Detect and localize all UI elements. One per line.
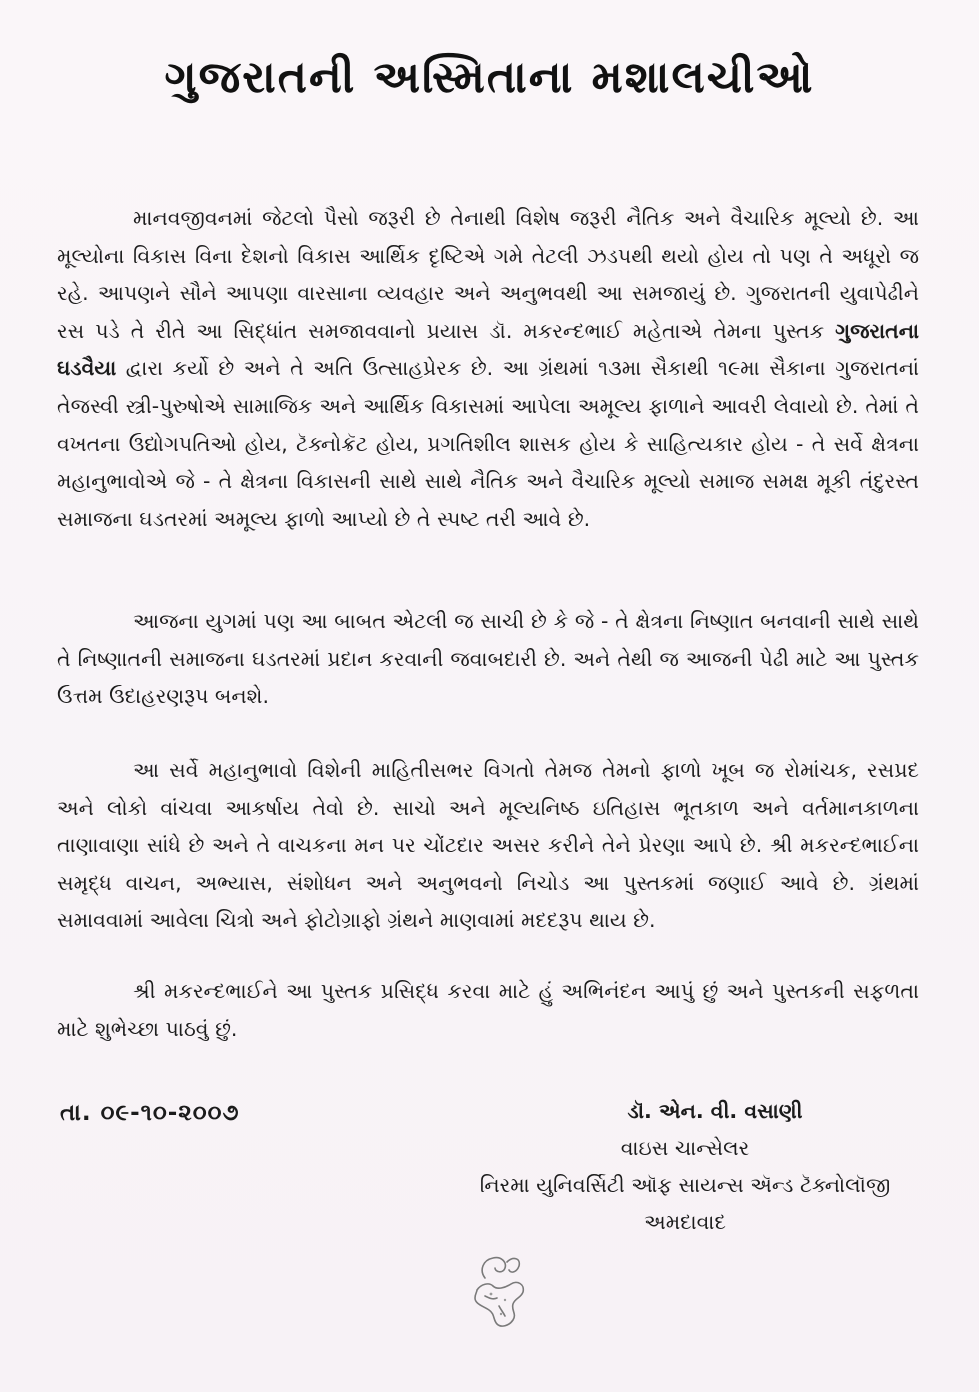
paragraph-4 <box>57 973 919 1048</box>
paragraph-4-text: શ્રી મકરન્દભાઈને આ પુસ્તક પ્રસિદ્ધ કરવા માટે હું અભિનંદન આપું છું અને પુસ્તકની સફળતા માટે શુભેચ્છા પાઠવું છું. <box>57 979 919 1041</box>
paragraph-3-text: આ સર્વે મહાનુભાવો વિશેની માહિતીસભર વિગતો તેમજ તેમનો ફાળો ખૂબ જ રોમાંચક, રસપ્રદ અને લોકો વાંચવા આકર્ષાય તેવો છે. સાચો અને મૂલ્યનિષ્ઠ ઇતિહાસ ભૂતકાળ અને વર્તમાનકાળના તાણાવાણા સાંધે છે અને તે વાચકના મન પર ચોંટદાર અસર કરીને તેને પ્રેરણા આપે છે. શ્રી મકરન્દભાઈના સમૃદ્ધ વાચન, અભ્યાસ, સંશોધન અને અનુભવનો નિચોડ આ પુસ્તકમાં જણાઈ આવે છે. ગ્રંથમાં સમાવવામાં આવેલા ચિત્રો અને ફોટોગ્રાફો ગ્રંથને માણવામાં મદદરૂપ થાય છે. <box>57 758 919 933</box>
signatory-name: ડૉ. એન. વી. વસાણી <box>627 1099 803 1123</box>
paragraph-1-end: દ્વારા કર્યો છે અને તે અતિ ઉત્સાહપ્રેરક છે. આ ગ્રંથમાં ૧૩મા સૈકાથી ૧૯મા સૈકાના ગુજરાતનાં તેજસ્વી સ્ત્રી-પુરુષોએ સામાજિક અને આર્થિક વિકાસમાં આપેલા અમૂલ્ય ફાળાને આવરી લેવાયો છે. તેમાં તે વખતના ઉદ્યોગપતિઓ હોય, ટૅક્નોક્રૅટ હોય, પ્રગતિશીલ શાસક હોય કે સાહિત્યકાર હોય - તે સર્વે ક્ષેત્રના મહાનુભાવોએ જે - તે ક્ષેત્રના વિકાસની સાથે સાથે નૈતિક અને વૈચારિક મૂલ્યો સમાજ સમક્ષ મૂકી તંદુરસ્ત સમાજના ઘડતરમાં અમૂલ્ય ફાળો આપ્યો છે તે સ્પષ્ટ તરી આવે છે. <box>57 356 919 531</box>
paragraph-2 <box>57 603 919 716</box>
book-title: ગુજરાતના ઘડવૈયા <box>57 318 919 381</box>
paragraph-1-start: માનવજીવનમાં જેટલો પૈસો જરૂરી છે તેનાથી વિશેષ જરૂરી નૈતિક અને વૈચારિક મૂલ્યો છે. આ મૂલ્યોના વિકાસ વિના દેશનો વિકાસ આર્થિક દૃષ્ટિએ ગમે તેટલી ઝડપથી થયો હોય તો પણ તે અધૂરો જ રહે. આપણને સૌને આપણા વારસાના વ્યવહાર અને અનુભવથી આ સમજાયું છે. ગુજરાતની યુવાપેઢીને રસ પડે તે રીતે આ સિદ્ધાંત સમજાવવાનો પ્રયાસ ડૉ. મકરન્દભાઈ મહેતાએ તેમના પુસ્તક <box>57 206 919 343</box>
signatory-city: અમદાવાદ <box>644 1210 726 1234</box>
gujarat-map-emblem-icon <box>455 1248 545 1338</box>
signatory-title: વાઇસ ચાન્સેલર <box>620 1136 750 1160</box>
signature-block <box>450 1093 920 1241</box>
page-title: ગુજરાતની અસ્મિતાના મશાલચીઓ <box>164 52 815 103</box>
letter-date: તા. ૦૯-૧૦-૨૦૦૭ <box>60 1100 240 1126</box>
paragraph-1 <box>57 200 919 538</box>
paragraph-3 <box>57 752 919 940</box>
paragraph-2-text: આજના યુગમાં પણ આ બાબત એટલી જ સાચી છે કે જે - તે ક્ષેત્રના નિષ્ણાત બનવાની સાથે સાથે તે નિષ્ણાતની સમાજના ઘડતરમાં પ્રદાન કરવાની જવાબદારી છે. અને તેથી જ આજની પેઢી માટે આ પુસ્તક ઉત્તમ ઉદાહરણરૂપ બનશે. <box>57 609 919 709</box>
signatory-organization: નિરમા યુનિવર્સિટી ઑફ સાયન્સ ઍન્ડ ટૅક્નોલૉજી <box>479 1173 891 1197</box>
